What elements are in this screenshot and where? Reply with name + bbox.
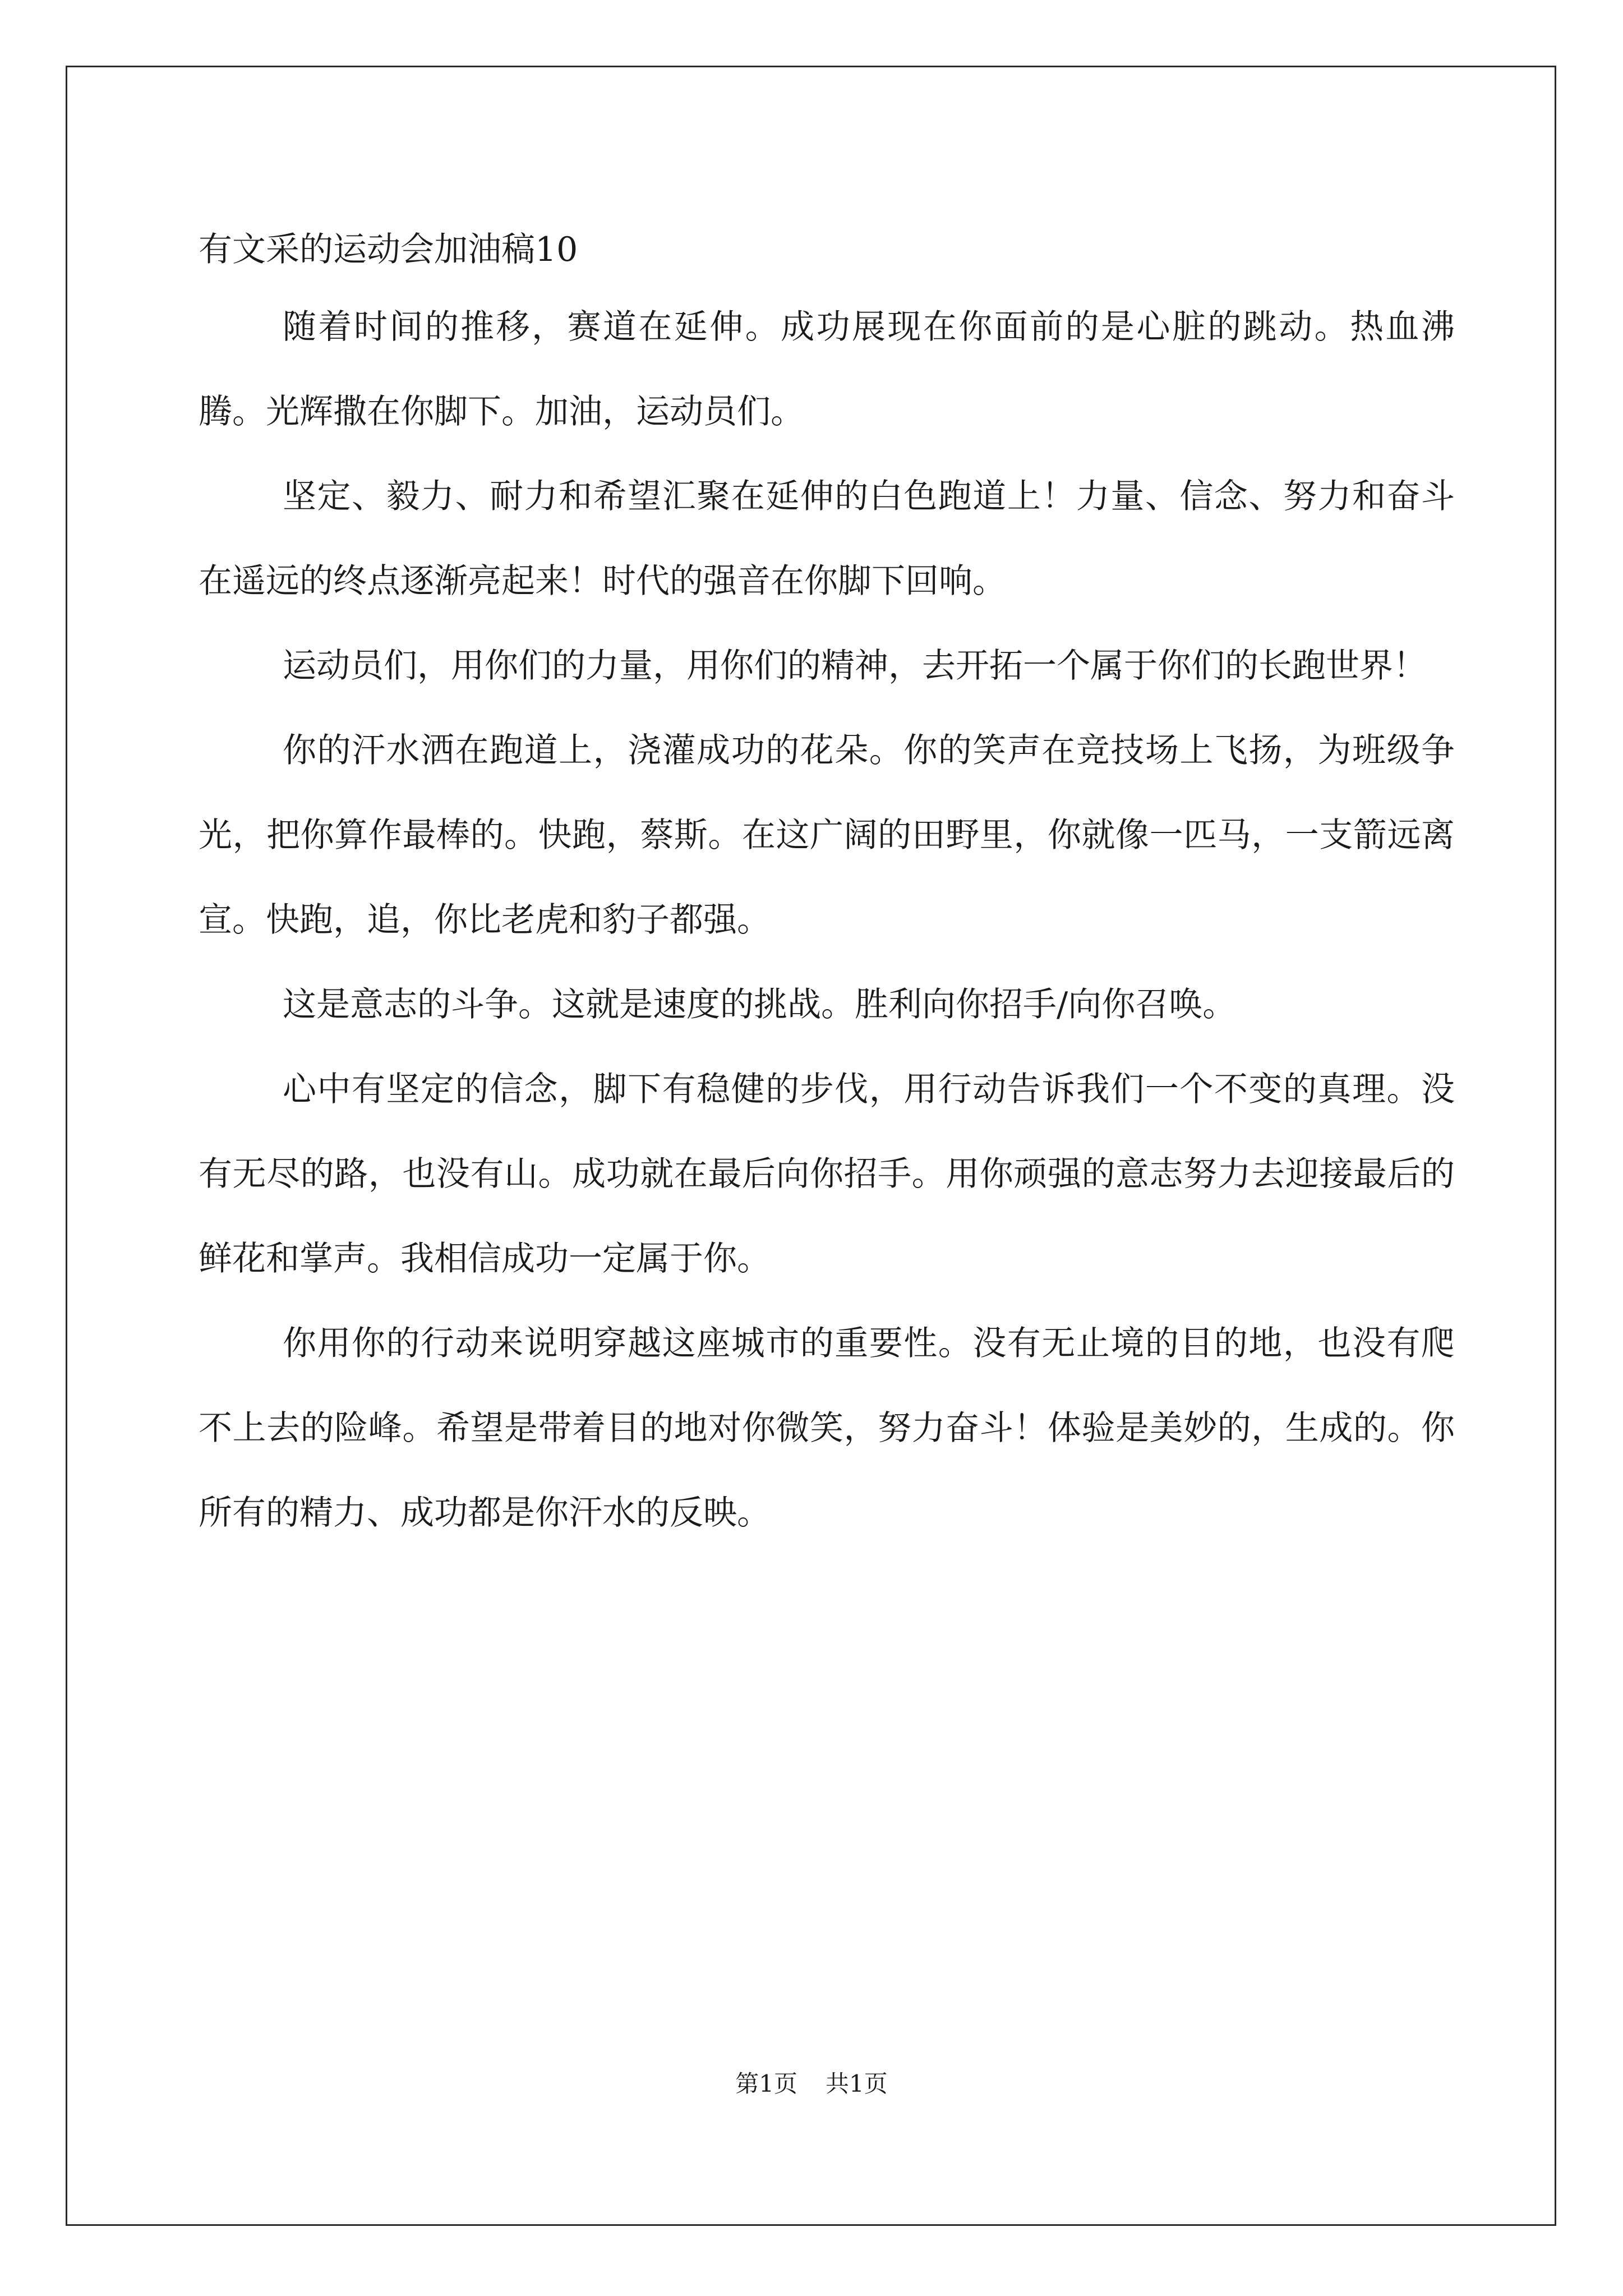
paragraph: 你的汗水洒在跑道上，浇灌成功的花朵。你的笑声在竞技场上飞扬，为班级争光，把你算作最棒的。快跑，蔡斯。在这广阔的田野里，你就像一匹马，一支箭远离宣。快跑，追，你比老虎和豹子都强。 xyxy=(199,731,1455,940)
document-body xyxy=(199,285,1455,1556)
paragraph: 心中有坚定的信念，脚下有稳健的步伐，用行动告诉我们一个不变的真理。没有无尽的路，也没有山。成功就在最后向你招手。用你顽强的意志努力去迎接最后的鲜花和掌声。我相信成功一定属于你。 xyxy=(199,1070,1455,1278)
paragraph: 这是意志的斗争。这就是速度的挑战。胜利向你招手/向你召唤。 xyxy=(283,985,1237,1024)
document-title: 有文采的运动会加油稿10 xyxy=(199,230,578,269)
page-number-total: 共1页 xyxy=(826,2070,888,2097)
paragraph: 你用你的行动来说明穿越这座城市的重要性。没有无止境的目的地，也没有爬不上去的险峰。希望是带着目的地对你微笑，努力奋斗！体验是美妙的，生成的。你所有的精力、成功都是你汗水的反映。 xyxy=(199,1324,1455,1533)
page-number-current: 第1页 xyxy=(735,2070,797,2097)
paragraph: 坚定、毅力、耐力和希望汇聚在延伸的白色跑道上！力量、信念、努力和奋斗在遥远的终点逐渐亮起来！时代的强音在你脚下回响。 xyxy=(199,477,1455,601)
paragraph: 随着时间的推移，赛道在延伸。成功展现在你面前的是心脏的跳动。热血沸腾。光辉撒在你脚下。加油，运动员们。 xyxy=(199,307,1455,431)
page-footer xyxy=(0,2067,1623,2101)
paragraph: 运动员们，用你们的力量，用你们的精神，去开拓一个属于你们的长跑世界！ xyxy=(283,646,1427,685)
